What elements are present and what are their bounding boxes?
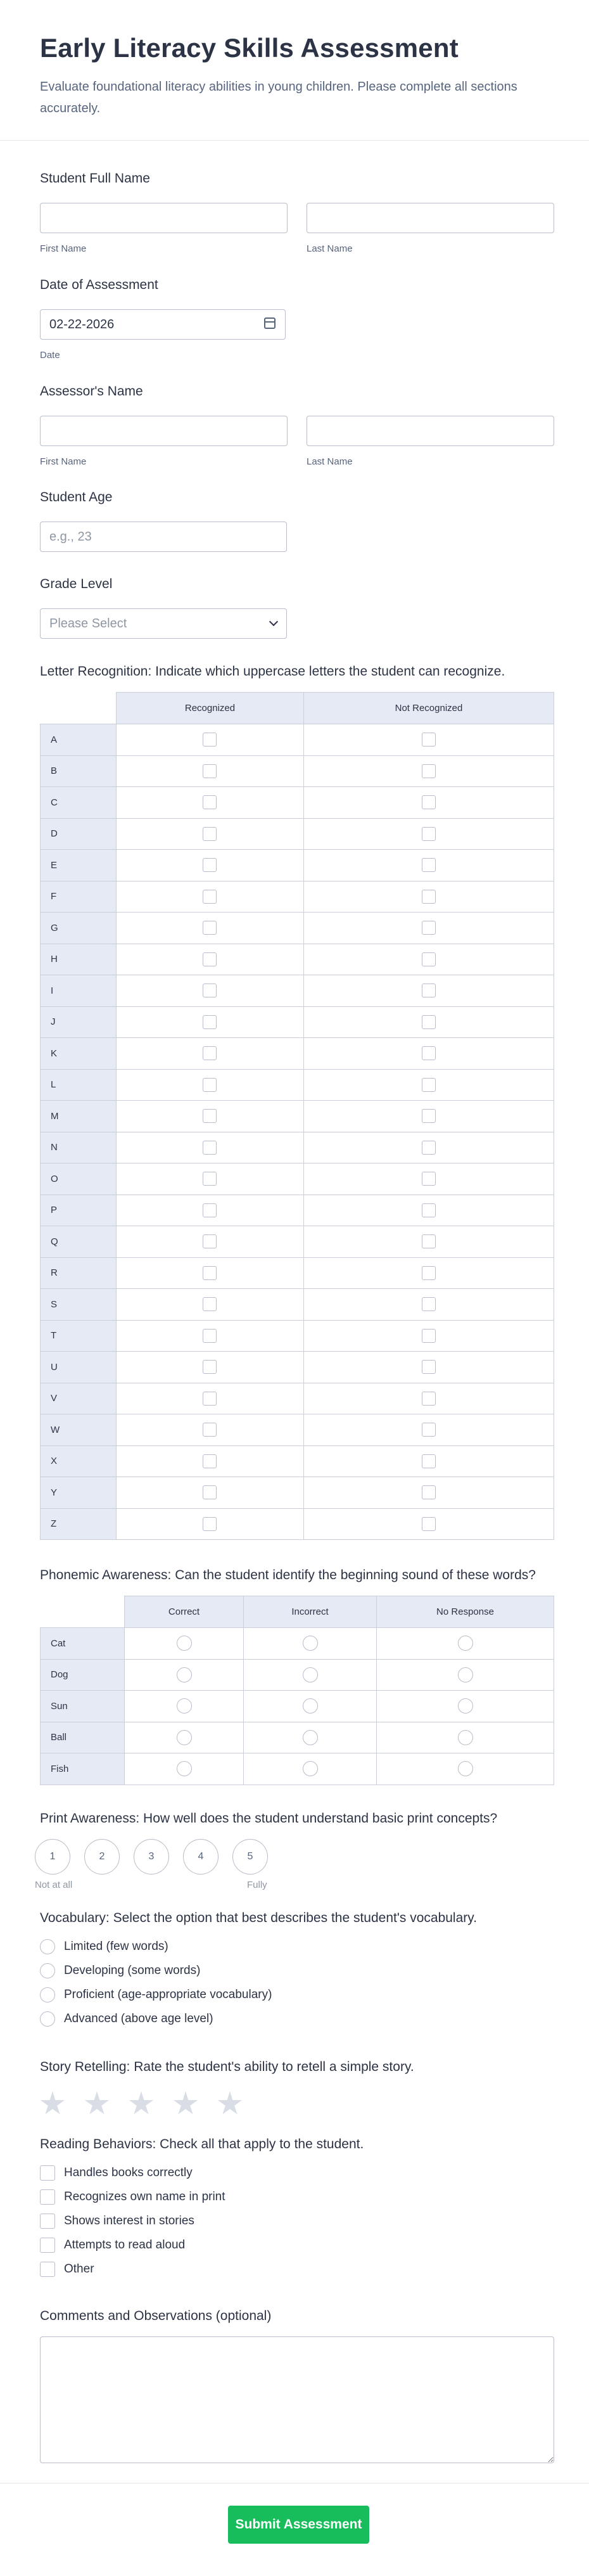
option-label: Proficient (age-appropriate vocabulary) (64, 1988, 272, 2001)
radio-button[interactable] (303, 1667, 318, 1682)
assessor-name-field (40, 384, 554, 467)
checkbox[interactable] (203, 890, 217, 904)
matrix-cell (377, 1722, 554, 1753)
checkbox[interactable] (422, 1203, 436, 1217)
table-row (41, 818, 554, 850)
checkbox[interactable] (422, 1015, 436, 1029)
column-header: Recognized (117, 693, 304, 724)
scale-high-label: Fully (247, 1880, 267, 1890)
scale-low-label: Not at all (35, 1880, 73, 1890)
row-header: L (41, 1069, 117, 1101)
matrix-cell (117, 1132, 304, 1163)
table-row (41, 881, 554, 913)
matrix-cell (117, 1414, 304, 1446)
checkbox[interactable] (422, 921, 436, 935)
row-header: Q (41, 1226, 117, 1258)
behavior-option[interactable] (40, 2209, 554, 2233)
vocabulary-option[interactable] (40, 1935, 554, 1959)
table-row (41, 1508, 554, 1540)
scale-option[interactable]: 1 (35, 1839, 70, 1874)
checkbox[interactable] (203, 1078, 217, 1092)
column-header: No Response (377, 1596, 554, 1628)
row-header: G (41, 913, 117, 944)
comments-field (40, 2309, 554, 2466)
matrix-cell (125, 1722, 244, 1753)
checkbox[interactable] (422, 1517, 436, 1531)
radio-button[interactable] (40, 1987, 55, 2002)
radio-button[interactable] (458, 1730, 473, 1745)
matrix-cell (117, 1257, 304, 1289)
print-awareness-scale (35, 1839, 554, 1874)
matrix-cell (377, 1659, 554, 1691)
matrix-cell (117, 1195, 304, 1226)
checkbox[interactable] (203, 1392, 217, 1406)
radio-button[interactable] (458, 1698, 473, 1714)
row-header: F (41, 881, 117, 913)
matrix-cell (117, 850, 304, 881)
matrix-cell (303, 944, 554, 975)
checkbox[interactable] (422, 1266, 436, 1280)
checkbox[interactable] (422, 1078, 436, 1092)
matrix-cell (303, 1320, 554, 1352)
behavior-option[interactable] (40, 2233, 554, 2257)
checkbox[interactable] (422, 858, 436, 872)
matrix-cell (117, 1320, 304, 1352)
print-awareness-label: Print Awareness: How well does the student understand basic print concepts? (40, 1811, 498, 1826)
form-footer (0, 2483, 589, 2576)
calendar-icon[interactable] (264, 317, 276, 329)
table-row (41, 1163, 554, 1195)
row-header: Cat (41, 1628, 125, 1660)
scale-option[interactable]: 4 (183, 1839, 218, 1874)
matrix-cell (117, 1163, 304, 1195)
checkbox[interactable] (203, 1423, 217, 1437)
checkbox[interactable] (422, 764, 436, 778)
checkbox[interactable] (203, 1015, 217, 1029)
scale-option[interactable]: 3 (134, 1839, 169, 1874)
matrix-cell (117, 818, 304, 850)
radio-button[interactable] (458, 1761, 473, 1776)
table-row (41, 975, 554, 1007)
phonemic-awareness-field (40, 1568, 554, 1785)
checkbox[interactable] (203, 1266, 217, 1280)
row-header: B (41, 755, 117, 787)
checkbox[interactable] (203, 921, 217, 935)
matrix-cell (244, 1628, 377, 1660)
matrix-cell (303, 1069, 554, 1101)
matrix-cell (117, 1006, 304, 1038)
row-header: Ball (41, 1722, 125, 1753)
star-icon[interactable] (129, 2091, 154, 2117)
matrix-cell (117, 1289, 304, 1321)
table-row (41, 1069, 554, 1101)
matrix-cell (303, 1257, 554, 1289)
date-label: Date of Assessment (40, 278, 158, 292)
matrix-cell (303, 724, 554, 756)
matrix-cell (303, 1352, 554, 1383)
vocabulary-option[interactable] (40, 1959, 554, 1983)
option-label: Advanced (above age level) (64, 2012, 213, 2025)
matrix-cell (303, 818, 554, 850)
radio-button[interactable] (303, 1730, 318, 1745)
matrix-cell (117, 1508, 304, 1540)
checkbox[interactable] (422, 733, 436, 747)
table-row (41, 1753, 554, 1785)
phonemic-awareness-matrix (40, 1596, 554, 1785)
matrix-cell (303, 1508, 554, 1540)
row-header: Z (41, 1508, 117, 1540)
grade-field (40, 577, 287, 639)
assessor-name-label: Assessor's Name (40, 384, 143, 399)
radio-button[interactable] (40, 1939, 55, 1954)
checkbox[interactable] (422, 890, 436, 904)
row-header: X (41, 1445, 117, 1477)
form-title: Early Literacy Skills Assessment (40, 33, 459, 63)
matrix-cell (125, 1628, 244, 1660)
behavior-option[interactable] (40, 2257, 554, 2281)
matrix-cell (244, 1659, 377, 1691)
checkbox[interactable] (203, 1360, 217, 1374)
checkbox[interactable] (203, 1517, 217, 1531)
matrix-cell (377, 1691, 554, 1722)
star-icon[interactable] (173, 2091, 198, 2117)
matrix-cell (303, 881, 554, 913)
matrix-cell (117, 944, 304, 975)
radio-button[interactable] (458, 1667, 473, 1682)
checkbox[interactable] (203, 827, 217, 841)
age-placeholder: e.g., 23 (49, 529, 92, 544)
matrix-cell (303, 850, 554, 881)
student-last-name-sublabel: Last Name (307, 243, 353, 254)
vocabulary-option[interactable] (40, 2007, 554, 2031)
table-row (41, 1722, 554, 1753)
table-row (41, 1414, 554, 1446)
checkbox[interactable] (422, 1297, 436, 1311)
radio-button[interactable] (177, 1761, 192, 1776)
option-label: Attempts to read aloud (64, 2238, 186, 2252)
letter-recognition-field (40, 664, 554, 1540)
checkbox[interactable] (203, 952, 217, 966)
checkbox[interactable] (40, 2238, 55, 2253)
checkbox[interactable] (40, 2165, 55, 2181)
checkbox[interactable] (203, 984, 217, 997)
matrix-cell (303, 975, 554, 1007)
matrix-cell (117, 913, 304, 944)
star-icon[interactable] (84, 2091, 110, 2117)
matrix-cell (303, 1383, 554, 1414)
checkbox[interactable] (203, 1329, 217, 1343)
row-header: O (41, 1163, 117, 1195)
table-row (41, 724, 554, 756)
assessor-first-name-sublabel: First Name (40, 456, 87, 467)
assessor-first-name-input[interactable] (40, 416, 288, 446)
row-header: N (41, 1132, 117, 1163)
matrix-cell (377, 1753, 554, 1785)
matrix-cell (303, 1445, 554, 1477)
row-header: M (41, 1101, 117, 1132)
table-row (41, 1101, 554, 1132)
checkbox[interactable] (203, 1141, 217, 1155)
student-last-name-input[interactable] (307, 203, 554, 233)
star-icon[interactable] (217, 2091, 243, 2117)
matrix-cell (303, 1226, 554, 1258)
matrix-cell (125, 1691, 244, 1722)
column-header: Not Recognized (303, 693, 554, 724)
row-header: C (41, 787, 117, 819)
table-row (41, 787, 554, 819)
matrix-cell (117, 975, 304, 1007)
radio-button[interactable] (177, 1730, 192, 1745)
matrix-cell (117, 1038, 304, 1070)
table-row (41, 1132, 554, 1163)
table-row (41, 1691, 554, 1722)
column-header: Incorrect (244, 1596, 377, 1628)
checkbox[interactable] (422, 1141, 436, 1155)
form-description: Evaluate foundational literacy abilities in young children. Please complete all sections accurately. (40, 80, 517, 115)
checkbox[interactable] (422, 1329, 436, 1343)
checkbox[interactable] (422, 1234, 436, 1248)
table-row (41, 755, 554, 787)
row-header: Y (41, 1477, 117, 1509)
story-retelling-field (40, 2060, 554, 2117)
matrix-cell (117, 787, 304, 819)
matrix-cell (303, 1006, 554, 1038)
comments-label: Comments and Observations (optional) (40, 2309, 272, 2323)
option-label: Handles books correctly (64, 2166, 193, 2179)
matrix-cell (303, 1038, 554, 1070)
checkbox[interactable] (422, 1454, 436, 1468)
checkbox[interactable] (203, 1172, 217, 1186)
row-header: Fish (41, 1753, 125, 1785)
option-label: Recognizes own name in print (64, 2190, 225, 2203)
matrix-corner (41, 1596, 125, 1628)
matrix-cell (125, 1753, 244, 1785)
checkbox[interactable] (203, 795, 217, 809)
checkbox[interactable] (422, 1172, 436, 1186)
matrix-cell (117, 724, 304, 756)
matrix-cell (303, 755, 554, 787)
scale-option[interactable]: 2 (84, 1839, 120, 1874)
vocabulary-label: Vocabulary: Select the option that best describes the student's vocabulary. (40, 1911, 478, 1925)
row-header: T (41, 1320, 117, 1352)
matrix-cell (117, 1101, 304, 1132)
row-header: Dog (41, 1659, 125, 1691)
table-row (41, 1226, 554, 1258)
matrix-cell (117, 1477, 304, 1509)
table-row (41, 1383, 554, 1414)
row-header: E (41, 850, 117, 881)
date-input[interactable]: 02-22-2026 (40, 309, 286, 340)
checkbox[interactable] (422, 1392, 436, 1406)
scale-option[interactable]: 5 (232, 1839, 268, 1874)
option-label: Developing (some words) (64, 1964, 201, 1977)
radio-button[interactable] (177, 1667, 192, 1682)
matrix-cell (303, 1414, 554, 1446)
checkbox[interactable] (40, 2189, 55, 2205)
form-header (0, 0, 589, 141)
radio-button[interactable] (303, 1761, 318, 1776)
checkbox[interactable] (422, 1360, 436, 1374)
matrix-cell (303, 1289, 554, 1321)
radio-button[interactable] (40, 2011, 55, 2027)
student-first-name-input[interactable] (40, 203, 288, 233)
comments-textarea[interactable] (40, 2336, 554, 2463)
checkbox[interactable] (422, 795, 436, 809)
radio-button[interactable] (40, 1963, 55, 1978)
matrix-cell (303, 1195, 554, 1226)
checkbox[interactable] (203, 1109, 217, 1123)
table-row (41, 1477, 554, 1509)
matrix-cell (125, 1659, 244, 1691)
matrix-cell (303, 1163, 554, 1195)
matrix-cell (303, 1477, 554, 1509)
checkbox[interactable] (203, 1297, 217, 1311)
matrix-cell (377, 1628, 554, 1660)
row-header: S (41, 1289, 117, 1321)
checkbox[interactable] (422, 827, 436, 841)
checkbox[interactable] (422, 1485, 436, 1499)
assessor-last-name-sublabel: Last Name (307, 456, 353, 467)
checkbox[interactable] (40, 2214, 55, 2229)
student-name-label: Student Full Name (40, 171, 150, 186)
checkbox[interactable] (422, 952, 436, 966)
row-header: Sun (41, 1691, 125, 1722)
row-header: V (41, 1383, 117, 1414)
matrix-cell (303, 913, 554, 944)
checkbox[interactable] (203, 1454, 217, 1468)
age-input[interactable] (40, 522, 287, 552)
matrix-cell (303, 1101, 554, 1132)
row-header: K (41, 1038, 117, 1070)
story-retelling-label: Story Retelling: Rate the student's ability to retell a simple story. (40, 2060, 414, 2074)
letter-recognition-matrix (40, 692, 554, 1540)
assessor-last-name-input[interactable] (307, 416, 554, 446)
row-header: P (41, 1195, 117, 1226)
checkbox[interactable] (203, 1234, 217, 1248)
table-row (41, 1257, 554, 1289)
table-row (41, 913, 554, 944)
checkbox[interactable] (203, 733, 217, 747)
table-row (41, 944, 554, 975)
table-row (41, 1038, 554, 1070)
matrix-cell (117, 1226, 304, 1258)
checkbox[interactable] (422, 1423, 436, 1437)
reading-behaviors-label: Reading Behaviors: Check all that apply to the student. (40, 2137, 364, 2151)
row-header: I (41, 975, 117, 1007)
vocabulary-field (40, 1911, 554, 2031)
grade-select[interactable] (40, 608, 287, 639)
row-header: J (41, 1006, 117, 1038)
radio-button[interactable] (177, 1636, 192, 1651)
option-label: Limited (few words) (64, 1940, 168, 1953)
table-row (41, 1320, 554, 1352)
star-rating (40, 2091, 554, 2117)
row-header: W (41, 1414, 117, 1446)
matrix-cell (117, 1352, 304, 1383)
date-field (40, 278, 286, 361)
row-header: U (41, 1352, 117, 1383)
table-row (41, 1289, 554, 1321)
matrix-cell (244, 1722, 377, 1753)
checkbox[interactable] (422, 1109, 436, 1123)
table-row (41, 1352, 554, 1383)
matrix-corner (41, 693, 117, 724)
option-label: Other (64, 2262, 94, 2276)
matrix-cell (117, 1383, 304, 1414)
submit-button[interactable]: Submit Assessment (228, 2506, 369, 2544)
checkbox[interactable] (203, 1203, 217, 1217)
column-header: Correct (125, 1596, 244, 1628)
row-header: R (41, 1257, 117, 1289)
reading-behaviors-field (40, 2137, 554, 2281)
print-awareness-field (35, 1811, 554, 1892)
row-header: A (41, 724, 117, 756)
phonemic-awareness-label: Phonemic Awareness: Can the student identify the beginning sound of these words? (40, 1568, 536, 1582)
row-header: D (41, 818, 117, 850)
table-row (41, 850, 554, 881)
star-icon[interactable] (40, 2091, 65, 2117)
matrix-cell (117, 1069, 304, 1101)
checkbox[interactable] (203, 1046, 217, 1060)
table-row (41, 1659, 554, 1691)
matrix-cell (117, 1445, 304, 1477)
matrix-cell (244, 1691, 377, 1722)
table-row (41, 1628, 554, 1660)
table-row (41, 1195, 554, 1226)
grade-selected-value: Please Select (49, 616, 127, 631)
radio-button[interactable] (303, 1698, 318, 1714)
grade-label: Grade Level (40, 577, 113, 591)
checkbox[interactable] (422, 1046, 436, 1060)
behavior-option[interactable] (40, 2161, 554, 2185)
letter-recognition-label: Letter Recognition: Indicate which uppercase letters the student can recognize. (40, 664, 505, 679)
row-header: H (41, 944, 117, 975)
checkbox[interactable] (422, 984, 436, 997)
matrix-cell (244, 1753, 377, 1785)
date-sublabel: Date (40, 350, 60, 361)
table-row (41, 1006, 554, 1038)
age-label: Student Age (40, 490, 113, 504)
checkbox[interactable] (203, 764, 217, 778)
matrix-cell (303, 787, 554, 819)
age-field (40, 490, 287, 552)
table-row (41, 1445, 554, 1477)
matrix-cell (117, 755, 304, 787)
student-name-field (40, 171, 554, 254)
checkbox[interactable] (203, 858, 217, 872)
student-first-name-sublabel: First Name (40, 243, 87, 254)
matrix-cell (303, 1132, 554, 1163)
option-label: Shows interest in stories (64, 2214, 194, 2227)
radio-button[interactable] (458, 1636, 473, 1651)
behavior-option[interactable] (40, 2185, 554, 2209)
checkbox[interactable] (203, 1485, 217, 1499)
checkbox[interactable] (40, 2262, 55, 2277)
vocabulary-option[interactable] (40, 1983, 554, 2007)
radio-button[interactable] (177, 1698, 192, 1714)
matrix-cell (117, 881, 304, 913)
radio-button[interactable] (303, 1636, 318, 1651)
